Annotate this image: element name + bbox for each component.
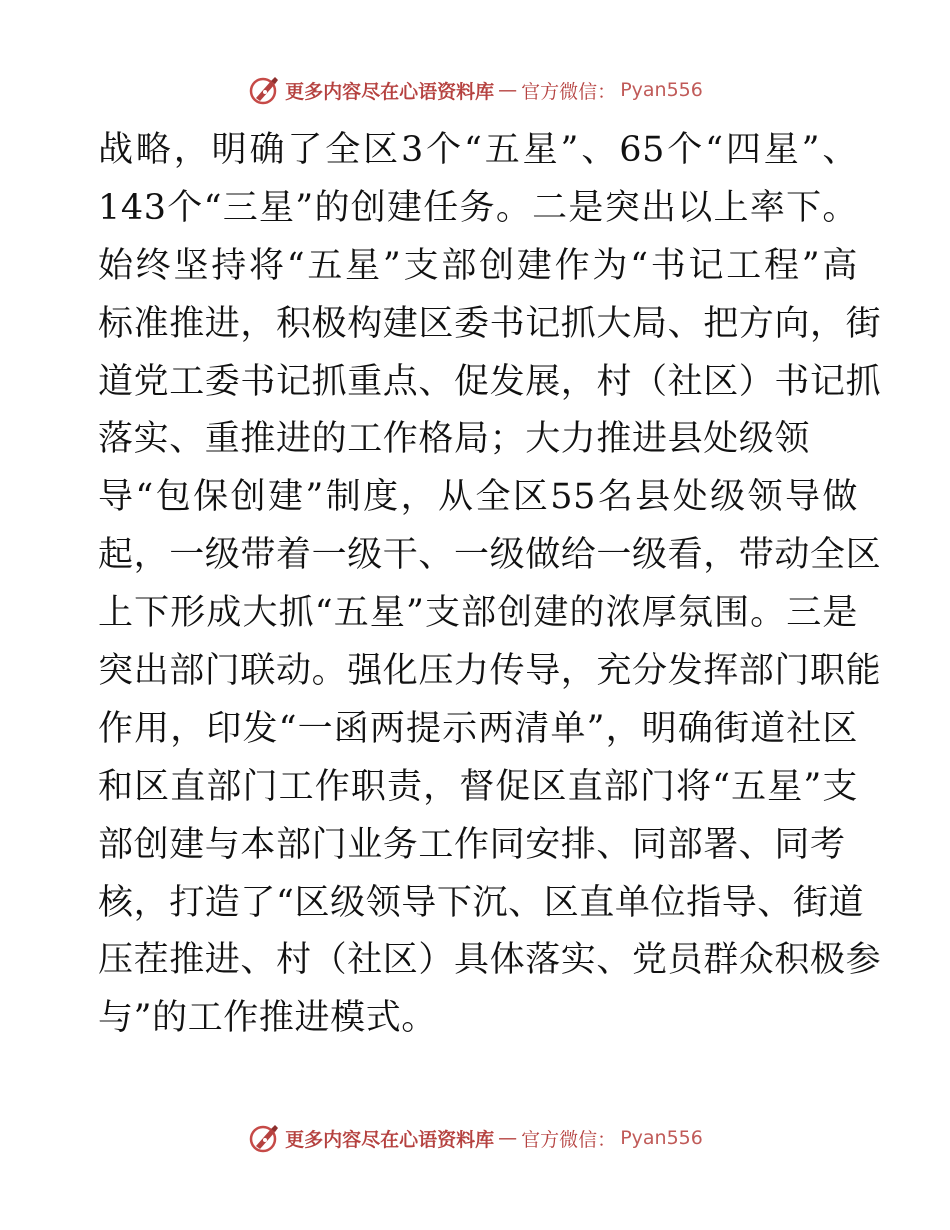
footer-wechat-label: 官方微信： <box>521 1128 617 1151</box>
document-body <box>98 122 882 1048</box>
paragraph-line: 与”的工作推进模式。 <box>98 998 437 1039</box>
header-wechat-id: Pyan556 <box>620 79 703 101</box>
paragraph-line: 起，一级带着一级干、一级做给一级看，带动全区 <box>98 535 882 576</box>
paragraph-line: 和区直部门工作职责，督促区直部门将“五星”支 <box>98 766 858 807</box>
header-wechat-label: 官方微信： <box>521 80 617 103</box>
paragraph-line: 核，打造了“区级领导下沉、区直单位指导、街道 <box>98 882 865 923</box>
footer-dash: — <box>498 1127 518 1149</box>
header-brand <box>247 73 703 107</box>
header-brand-text: 更多内容尽在心语资料库 <box>285 80 495 103</box>
paragraph-line: 始终坚持将“五星”支部创建作为“书记工程”高 <box>98 245 858 286</box>
paragraph-line: 作用，印发“一函两提示两清单”，明确街道社区 <box>98 708 858 749</box>
paragraph-line: 上下形成大抓“五星”支部创建的浓厚氛围。三是 <box>98 593 858 634</box>
paragraph-line: 143个“三星”的创建任务。二是突出以上率下。 <box>98 187 858 228</box>
footer-brand-text: 更多内容尽在心语资料库 <box>285 1128 495 1151</box>
footer-brand <box>247 1121 703 1155</box>
paragraph-line: 标准推进，积极构建区委书记抓大局、把方向，街 <box>98 303 882 344</box>
paragraph-line: 部创建与本部门业务工作同安排、同部署、同考 <box>98 824 846 865</box>
paragraph-line: 战略，明确了全区3个“五星”、65个“四星”、 <box>98 130 858 170</box>
paragraph-line: 突出部门联动。强化压力传导，充分发挥部门职能 <box>98 651 882 692</box>
paragraph-line: 导“包保创建”制度，从全区55名县处级领导做 <box>98 477 858 518</box>
pen-circle-logo-icon <box>247 73 281 107</box>
paragraph-line: 落实、重推进的工作格局；大力推进县处级领 <box>98 419 811 460</box>
paragraph-line: 道党工委书记抓重点、促发展，村（社区）书记抓 <box>98 361 882 402</box>
paragraph-line: 压茬推进、村（社区）具体落实、党员群众积极参 <box>98 940 882 981</box>
footer-wechat-id: Pyan556 <box>620 1127 703 1149</box>
page-header <box>0 70 950 110</box>
page-footer <box>0 1118 950 1158</box>
pen-circle-logo-icon <box>247 1121 281 1155</box>
header-dash: — <box>498 79 518 101</box>
